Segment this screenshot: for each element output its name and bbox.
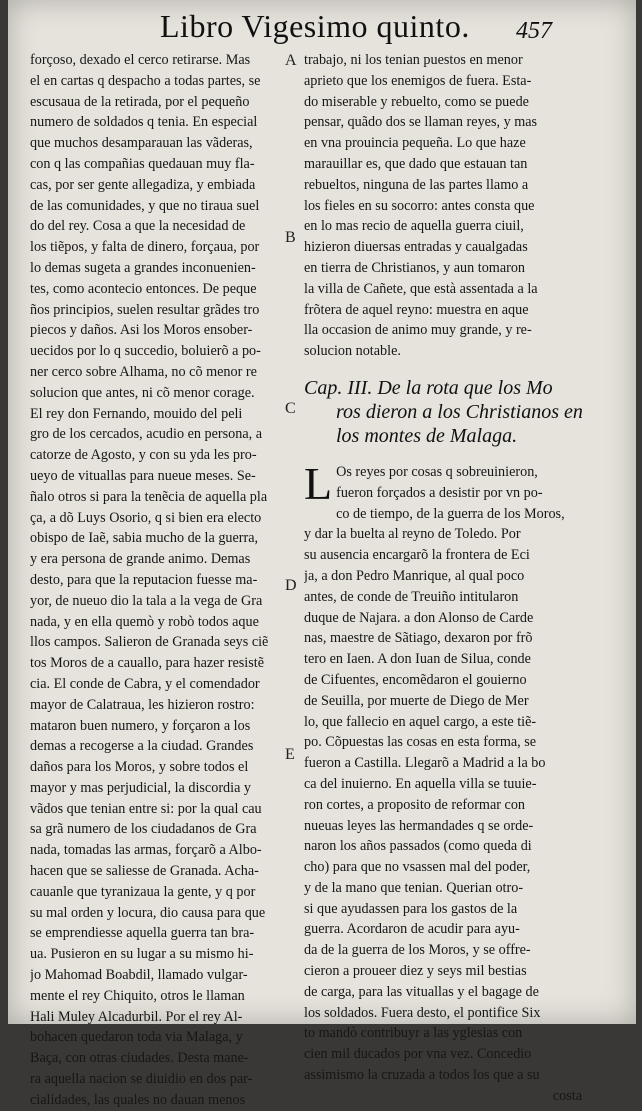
text-line: nada, y en ella quemò y robò todos aque	[30, 613, 259, 630]
text-line: mataron buen numero, y forçaron a los	[30, 717, 251, 734]
text-line: los tiẽpos, y falta de dinero, forçaua, por	[30, 239, 260, 256]
chapter-heading-line: ros dieron a los Christianos en	[336, 400, 583, 423]
text-line: El rey don Fernando, mouido del peli	[30, 405, 243, 422]
right-text-column	[304, 50, 582, 1107]
margin-marker-c: C	[285, 400, 296, 417]
text-line: cialidades, las quales no dauan menos	[30, 1091, 246, 1108]
margin-marker-a: A	[285, 52, 297, 69]
text-line: numero de soldados q tenia. En especial	[30, 114, 258, 131]
text-line: jo Mahomad Boabdil, llamado vulgar-	[30, 967, 248, 984]
text-line: de carga, para las vituallas y el bagage de	[304, 983, 539, 1000]
text-line: forçoso, dexado el cerco retirarse. Mas	[30, 52, 251, 68]
text-line: cieron a proueer diez y seys mil bestias	[304, 963, 527, 980]
text-line: to mandò contribuyr a las yglesias con	[304, 1025, 523, 1042]
text-line: nueuas leyes las hermandades q se orde-	[304, 817, 534, 834]
text-line: yor, de nueuo dio la tala a la vega de Gra	[30, 592, 263, 609]
text-line: mayor y mas perjudicial, la discordia y	[30, 779, 252, 796]
text-line: naron los años passados (como queda di	[304, 838, 532, 855]
text-line: el en cartas q despacho a todas partes, se	[30, 72, 261, 89]
text-line: da de la guerra de los Moros, y se offre-	[304, 942, 531, 959]
catchword: costa	[552, 1087, 582, 1104]
text-line: lla occasion de animo muy grande, y re-	[304, 322, 532, 339]
text-line: en vna prouincia pequeña. Lo que haze	[304, 135, 526, 152]
chapter-body-text	[304, 457, 582, 1086]
text-line: que muchos desamparauan las vãderas,	[30, 135, 253, 152]
text-line: y de la mano que tenian. Querian otro-	[304, 879, 524, 896]
text-line: ner cerco sobre Alhama, no cõ menor re	[30, 363, 257, 380]
left-text-column	[30, 50, 292, 1111]
text-line: en tierra de Christianos, y aun tomaron	[304, 259, 526, 276]
text-line: marauillar es, que dado que estauan tan	[304, 155, 528, 172]
chapter-heading-line: Cap. III. De la rota que los Mo	[304, 376, 553, 399]
text-line: llos campos. Salieron de Granada seys ciẽ	[30, 634, 269, 651]
text-line: Baça, con otras ciudades. Desta mane-	[30, 1050, 249, 1067]
text-line: y era persona de grande animo. Demas	[30, 551, 251, 568]
running-title: Libro Vigesimo quinto.	[160, 8, 470, 44]
text-line: ca del inuierno. En aquella villa se tuuie-	[304, 775, 537, 792]
text-line: tos Moros de a cauallo, para hazer resistẽ	[30, 655, 264, 672]
text-line: de Cifuentes, encomẽdaron el gouierno	[304, 671, 527, 688]
text-line: bohacen quedaron toda via Malaga, y	[30, 1029, 243, 1046]
text-line: antes, de conde de Treuiño intitularon	[304, 588, 519, 605]
chapter-heading-line: los montes de Malaga.	[336, 424, 518, 447]
text-line: mente el rey Chiquito, otros le llaman	[30, 987, 245, 1004]
text-line: assimismo la cruzada a todos los que a su	[304, 1067, 540, 1084]
text-line: ja, a don Pedro Manrique, al qual poco	[304, 567, 525, 584]
text-line: su ausencia encargarõ la frontera de Eci	[304, 547, 530, 564]
text-line: catorze de Agosto, y con su yda les pro-	[30, 447, 257, 464]
page-number: 457	[516, 18, 552, 44]
text-line: tero en Iaen. A don Iuan de Silua, conde	[304, 651, 531, 668]
drop-cap-initial: L	[304, 457, 333, 509]
text-line: cho) para que no vsassen mal del poder,	[304, 859, 531, 876]
right-column-top-text	[304, 50, 582, 362]
text-line: escusaua de la retirada, por el pequeño	[30, 93, 250, 110]
text-line: obispo de Iaẽ, sabia mucho de la guerra,	[30, 530, 259, 547]
text-line: ueyo de vituallas para nueue meses. Se-	[30, 467, 256, 484]
margin-marker-d: D	[285, 577, 297, 594]
text-line: lo, que fallecio en aquel cargo, a este tiẽ-	[304, 713, 537, 730]
text-line: lo demas sugeta a grandes inconuenien-	[30, 259, 256, 276]
text-line: cia. El conde de Cabra, y el comendador	[30, 675, 260, 692]
text-line: trabajo, ni los tenian puestos en menor	[304, 52, 523, 68]
text-line: ron cortes, a proposito de reformar con	[304, 796, 526, 813]
text-line: fueron a Castilla. Llegarõ a Madrid a la bo	[304, 755, 546, 772]
text-line: do del rey. Cosa a que la necesidad de	[30, 218, 246, 235]
text-line: cien mil ducados por vna vez. Concedio	[304, 1046, 532, 1063]
text-line: solucion notable.	[304, 343, 401, 360]
text-line: rebueltos, ninguna de las partes llamo a	[304, 176, 529, 193]
text-line: demas a recogerse a la ciudad. Grandes	[30, 738, 254, 755]
text-line: Os reyes por cosas q sobreuinieron,	[336, 463, 538, 480]
text-line: ua. Pusieron en su lugar a su mismo hi-	[30, 946, 254, 963]
text-line: gro de los cercados, acudio en persona, a	[30, 426, 263, 443]
text-line: su mal orden y locura, dio causa para que	[30, 904, 266, 921]
page-header	[8, 6, 636, 46]
chapter-heading	[304, 376, 582, 448]
text-line: cas, por ser gente allegadiza, y embiada	[30, 176, 256, 193]
text-line: pensar, quãdo dos se llaman reyes, y mas	[304, 114, 538, 131]
text-line: uecidos por lo q succedio, boluierõ a po-	[30, 343, 261, 360]
text-line: con q las compañias quedauan muy fla-	[30, 155, 255, 172]
margin-marker-e: E	[285, 746, 295, 763]
text-line: po. Cõpuestas las cosas en esta forma, se	[304, 734, 537, 751]
text-line: ça, a dõ Luys Osorio, q si bien era electo	[30, 509, 262, 526]
text-line: de Seuilla, por muerte de Diego de Mer	[304, 692, 529, 709]
text-line: tes, como acontecio entonces. De peque	[30, 280, 257, 297]
text-line: si que ayudassen para los gastos de la	[304, 900, 518, 917]
text-line: los fieles en su socorro: antes consta que	[304, 197, 535, 214]
text-line: desto, para que la reputacion fuesse ma-	[30, 571, 258, 588]
text-line: en lo mas recio de aquella guerra ciuil,	[304, 218, 524, 235]
text-line: hacen que se saliesse de Granada. Acha-	[30, 863, 259, 880]
text-line: aprieto que los enemigos de fuera. Esta-	[304, 72, 532, 89]
text-line: nada, tomadas las armas, forçarõ a Albo-	[30, 842, 262, 859]
text-line: ra aquella nacion se diuidio en dos par-	[30, 1071, 253, 1088]
text-line: Hali Muley Alcadurbil. Por el rey Al-	[30, 1008, 243, 1025]
text-line: se emprendiesse aquella guerra tan bra-	[30, 925, 255, 942]
text-line: hizieron diuersas entradas y caualgadas	[304, 239, 528, 256]
text-line: ñalo otros si para la tenẽcia de aquella pla	[30, 488, 268, 505]
text-line: sa grã numero de los ciudadanos de Gra	[30, 821, 257, 838]
margin-marker-b: B	[285, 229, 296, 246]
text-line: la villa de Cañete, que està assentada a la	[304, 280, 538, 297]
text-line: fueron forçados a desistir por vn po-	[336, 484, 543, 501]
text-line: daños para los Moros, y sobre todos el	[30, 759, 249, 776]
text-line: do miserable y rebuelto, como se puede	[304, 93, 529, 110]
text-line: de las comunidades, y que no tiraua suel	[30, 197, 260, 214]
text-line: cauanle que tyranizaua la gente, y q por	[30, 883, 256, 900]
text-line: nas, maestre de Sãtiago, dexaron por frõ	[304, 630, 533, 647]
text-line: guerra. Acordaron de acudir para ayu-	[304, 921, 520, 938]
text-line: solucion que antes, ni cõ menor corage.	[30, 384, 255, 401]
text-line: duque de Najara. a don Alonso de Carde	[304, 609, 534, 626]
text-line: ños principios, suelen resultar grãdes tro	[30, 301, 260, 318]
book-page	[8, 0, 636, 1108]
text-line: vãdos que tenian entre si: por la qual cau	[30, 800, 262, 817]
text-line: co de tiempo, de la guerra de los Moros,	[336, 505, 565, 522]
text-line: mayor de Calatraua, les hizieron rostro:	[30, 696, 255, 713]
text-line: los soldados. Fuera desto, el pontifice Six	[304, 1004, 541, 1021]
text-line: y dar la buelta al reyno de Toledo. Por	[304, 526, 521, 543]
text-line: frõtera de aquel reyno: muestra en aque	[304, 301, 529, 318]
text-line: piecos y daños. Asi los Moros ensober-	[30, 322, 253, 339]
